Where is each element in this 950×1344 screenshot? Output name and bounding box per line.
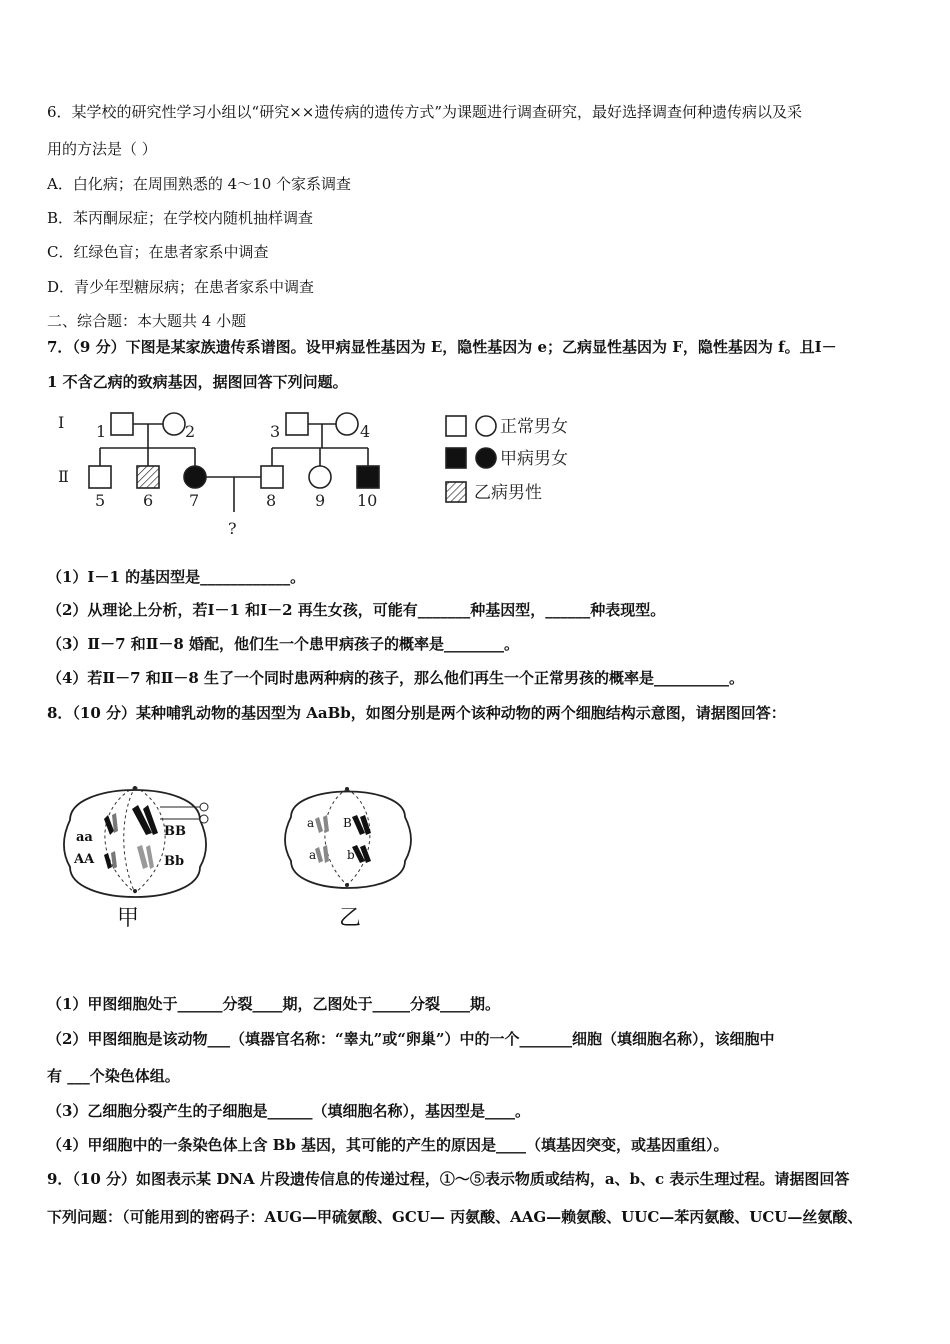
cell-jia-label-Bb: Bb	[164, 854, 185, 869]
cell-yi-figure	[275, 775, 425, 935]
cell-jia-label-BB: BB	[164, 824, 186, 839]
gen-label-I: Ⅰ	[58, 413, 65, 432]
legend-yi-male-icon	[446, 482, 466, 502]
q9-stem-line1: 9．（10 分）如图表示某 DNA 片段遗传信息的传递过程，①～⑤表示物质或结构，a、b、c 表示生理过程。请据图回答	[47, 1170, 850, 1188]
q7-question-1: （1）Ⅰ－1 的基因型是____________。	[47, 568, 306, 586]
cell-jia-caption: 甲	[117, 906, 140, 931]
q7-question-4: （4）若Ⅱ－7 和Ⅱ－8 生了一个同时患两种病的孩子，那么他们再生一个正常男孩的概率是__________。	[47, 669, 745, 687]
legend-jia-label: 甲病男女	[500, 449, 568, 469]
legend-yi-label: 乙病男性	[474, 483, 542, 503]
q6-stem-line1: 6．某学校的研究性学习小组以“研究××遗传病的遗传方式”为课题进行调查研究，最好选择调查何种遗传病以及采	[47, 103, 803, 121]
label-I1: 1	[96, 422, 107, 441]
cell-yi-label-a-bottom: a	[309, 848, 317, 862]
q9-stem-line2: 下列问题：（可能用到的密码子：AUG—甲硫氨酸、GCU— 丙氨酸、AAG—赖氨酸、UUC—苯丙氨酸、UCU—丝氨酸、	[47, 1208, 863, 1226]
individual-I1	[111, 413, 133, 435]
q6-option-a: A．白化病；在周围熟悉的 4～10 个家系调查	[47, 175, 352, 193]
cell-jia-chromosomes	[104, 805, 158, 869]
individual-II5	[89, 466, 111, 488]
individual-I2	[163, 413, 185, 435]
label-II6: 6	[143, 491, 154, 510]
label-I2: 2	[185, 422, 196, 441]
q8-question-3: （3）乙细胞分裂产生的子细胞是______（填细胞名称），基因型是____。	[47, 1102, 530, 1120]
individual-I3	[286, 413, 308, 435]
cell-jia-label-AA: AA	[74, 852, 95, 867]
section-heading: 二、综合题：本大题共 4 小题	[47, 312, 247, 330]
gen-label-II: Ⅱ	[58, 467, 69, 486]
legend-jia-female-icon	[476, 448, 496, 468]
legend-normal-female-icon	[476, 416, 496, 436]
label-I4: 4	[360, 422, 371, 441]
q8-stem: 8．（10 分）某种哺乳动物的基因型为 AaBb，如图分别是两个该种动物的两个细胞结构示意图，请据图回答：	[47, 704, 786, 722]
individual-II7	[184, 466, 206, 488]
label-II8: 8	[266, 491, 277, 510]
label-I3: 3	[270, 422, 281, 441]
legend-normal-label: 正常男女	[500, 417, 568, 437]
q7-question-3: （3）Ⅱ－7 和Ⅱ－8 婚配，他们生一个患甲病孩子的概率是________。	[47, 635, 520, 653]
label-II5: 5	[95, 491, 106, 510]
label-child: ?	[228, 519, 237, 538]
cell-yi-label-a-top: a	[307, 816, 315, 830]
cell-yi-label-b: b	[347, 848, 355, 862]
cell-yi-membrane	[285, 792, 411, 889]
cell-yi-label-B: B	[343, 816, 352, 830]
individual-I4	[336, 413, 358, 435]
individual-II6	[137, 466, 159, 488]
q8-question-2-cont: 有 ___个染色体组。	[47, 1067, 180, 1085]
individual-II8	[261, 466, 283, 488]
individual-II9	[309, 466, 331, 488]
pedigree-figure	[50, 400, 590, 550]
q8-question-2: （2）甲图细胞是该动物___（填器官名称：“睾丸”或“卵巢”）中的一个_______细胞（填细胞名称），该细胞中	[47, 1030, 775, 1048]
label-II9: 9	[315, 491, 326, 510]
q6-stem-line2: 用的方法是（ ）	[47, 140, 157, 158]
q8-question-4: （4）甲细胞中的一条染色体上含 Bb 基因，其可能的产生的原因是____（填基因突变，或基因重组）。	[47, 1136, 729, 1154]
q7-question-2: （2）从理论上分析，若Ⅰ－1 和Ⅰ－2 再生女孩，可能有_______种基因型，______种表现型。	[47, 601, 666, 619]
q8-question-1: （1）甲图细胞处于______分裂____期，乙图处于_____分裂____期。	[47, 995, 500, 1013]
q7-stem-line2: 1 不含乙病的致病基因，据图回答下列问题。	[47, 373, 348, 391]
legend-normal-male-icon	[446, 416, 466, 436]
q6-option-c: C．红绿色盲；在患者家系中调查	[47, 243, 269, 261]
legend-jia-male-icon	[446, 448, 466, 468]
cell-yi-caption: 乙	[339, 906, 362, 931]
q6-option-d: D．青少年型糖尿病；在患者家系中调查	[47, 278, 315, 296]
label-II7: 7	[189, 491, 200, 510]
cell-jia-figure	[60, 775, 220, 935]
q6-option-b: B．苯丙酮尿症；在学校内随机抽样调查	[47, 209, 314, 227]
cell-jia-label-aa: aa	[76, 830, 93, 845]
individual-II10	[357, 466, 379, 488]
label-II10: 10	[357, 491, 378, 510]
q7-stem-line1: 7．（9 分）下图是某家族遗传系谱图。设甲病显性基因为 E，隐性基因为 e；乙病显性基因为 F，隐性基因为 f。且Ⅰ－	[47, 338, 837, 356]
